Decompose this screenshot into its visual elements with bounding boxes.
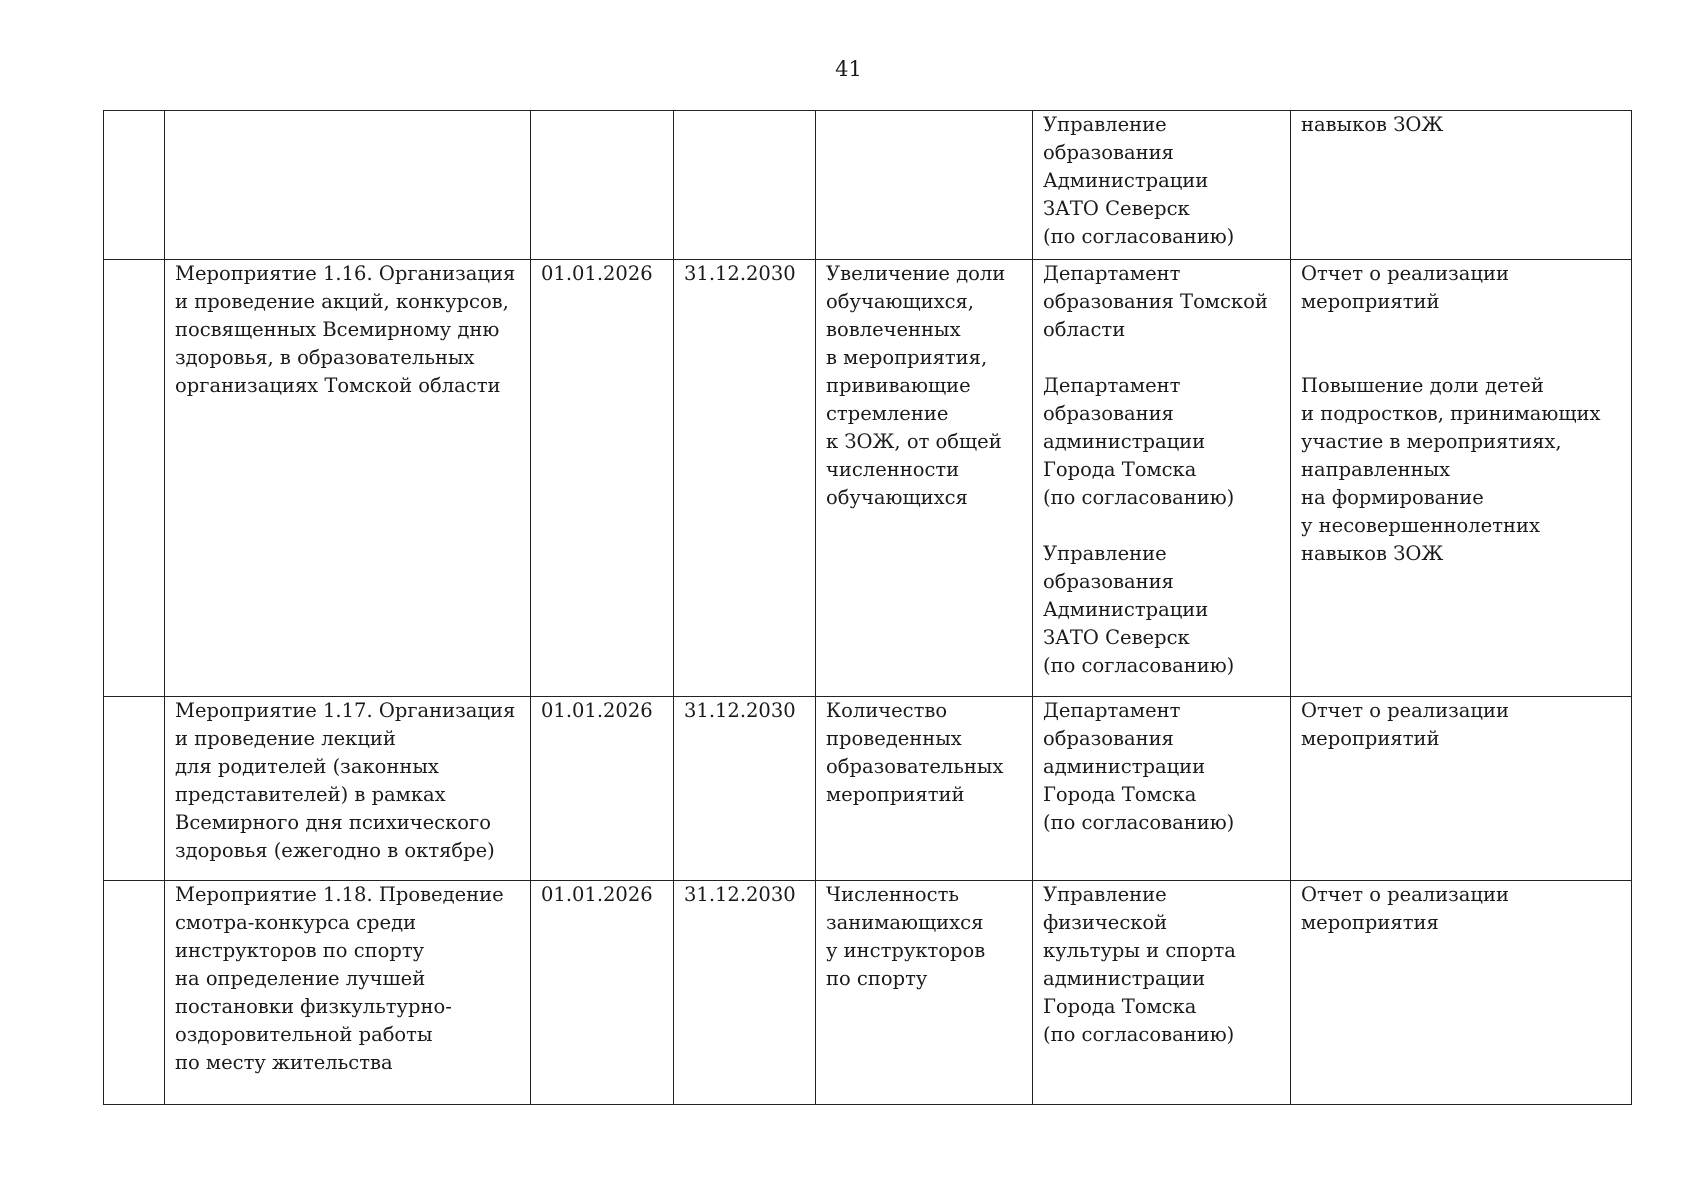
page-number: 41 xyxy=(835,57,862,81)
table-row xyxy=(104,881,1632,1105)
end-date-cell: 31.12.2030 xyxy=(674,881,816,1105)
start-date-cell: 01.01.2026 xyxy=(531,697,674,881)
executor-cell: Управление образования Администрации ЗАТО Северск (по согласованию) xyxy=(1033,111,1291,260)
event-cell: Мероприятие 1.16. Организация и проведение акций, конкурсов, посвященных Всемирному дню здоровья, в образовательных организациях Томской области xyxy=(165,260,531,697)
end-date-cell: 31.12.2030 xyxy=(674,260,816,697)
result-cell: навыков ЗОЖ xyxy=(1291,111,1632,260)
start-date-cell: 01.01.2026 xyxy=(531,881,674,1105)
indicator-cell: Увеличение доли обучающихся, вовлеченных в мероприятия, прививающие стремление к ЗОЖ, от общей численности обучающихся xyxy=(816,260,1033,697)
end-date-cell xyxy=(674,111,816,260)
result-cell: Отчет о реализации мероприятия xyxy=(1291,881,1632,1105)
event-cell: Мероприятие 1.18. Проведение смотра-конкурса среди инструкторов по спорту на определение лучшей постановки физкультурно- оздоровительной работы по месту жительства xyxy=(165,881,531,1105)
result-cell: Отчет о реализации мероприятий xyxy=(1291,697,1632,881)
indicator-cell: Численность занимающихся у инструкторов по спорту xyxy=(816,881,1033,1105)
start-date-cell xyxy=(531,111,674,260)
executor-cell: Департамент образования администрации Города Томска (по согласованию) xyxy=(1033,697,1291,881)
row-number-cell xyxy=(104,881,165,1105)
start-date-cell: 01.01.2026 xyxy=(531,260,674,697)
executor-cell: Департамент образования Томской области Департамент образования администрации Города Томска (по согласованию) Управление образования Администрации ЗАТО Северск (по согласованию) xyxy=(1033,260,1291,697)
table-row xyxy=(104,697,1632,881)
row-number-cell xyxy=(104,697,165,881)
table-row xyxy=(104,260,1632,697)
indicator-cell: Количество проведенных образовательных мероприятий xyxy=(816,697,1033,881)
event-cell: Мероприятие 1.17. Организация и проведение лекций для родителей (законных представителей) в рамках Всемирного дня психического здоровья (ежегодно в октябре) xyxy=(165,697,531,881)
row-number-cell xyxy=(104,260,165,697)
row-number-cell xyxy=(104,111,165,260)
measures-table xyxy=(103,110,1632,1105)
event-cell xyxy=(165,111,531,260)
end-date-cell: 31.12.2030 xyxy=(674,697,816,881)
result-cell: Отчет о реализации мероприятий Повышение доли детей и подростков, принимающих участие в мероприятиях, направленных на формирование у несовершеннолетних навыков ЗОЖ xyxy=(1291,260,1632,697)
indicator-cell xyxy=(816,111,1033,260)
table-row xyxy=(104,111,1632,260)
executor-cell: Управление физической культуры и спорта администрации Города Томска (по согласованию) xyxy=(1033,881,1291,1105)
